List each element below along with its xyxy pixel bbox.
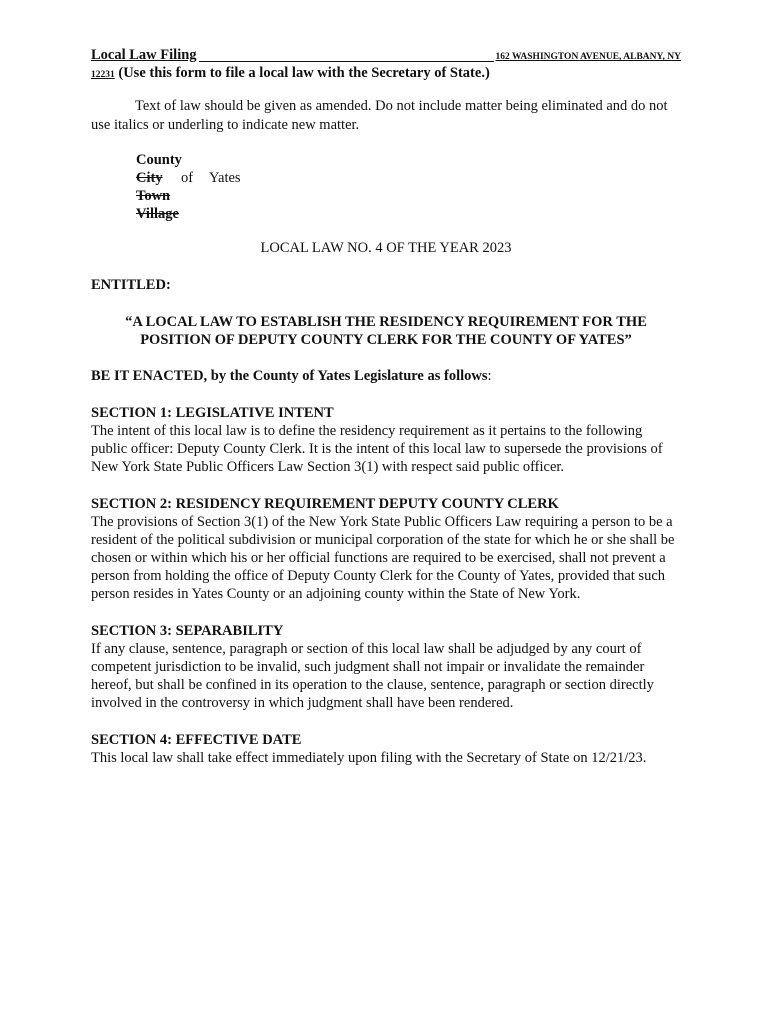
muni-type-village: Village: [136, 206, 179, 222]
muni-type-city: City: [136, 170, 163, 186]
enacting-text: BE IT ENACTED, by the County of Yates Legislature as follows: [91, 368, 488, 384]
form-header: [91, 47, 681, 65]
section-2: [91, 495, 681, 603]
muni-name: Yates: [209, 170, 241, 186]
law-number-line: LOCAL LAW NO. 4 OF THE YEAR 2023: [260, 240, 512, 256]
enacting-colon: :: [487, 368, 492, 384]
section-3: [91, 622, 681, 712]
section-heading: SECTION 3: SEPARABILITY: [91, 623, 284, 639]
form-instruction-line: [91, 65, 681, 85]
enacting-clause: [91, 368, 681, 385]
form-instruction: (Use this form to file a local law with the Secretary of State.): [118, 65, 490, 81]
muni-type-county: County: [136, 152, 182, 168]
section-heading: SECTION 1: LEGISLATIVE INTENT: [91, 405, 334, 421]
intro-paragraph: Text of law should be given as amended. Do not include matter being eliminated and do not use italics or underling to indicate new matter.: [91, 98, 668, 133]
form-title: Local Law Filing: [91, 47, 197, 63]
muni-type-town: Town: [136, 188, 171, 204]
section-1: [91, 404, 681, 476]
header-rule: [199, 60, 494, 62]
entitled-label: ENTITLED:: [91, 277, 171, 293]
section-body: The intent of this local law is to define the residency requirement as it pertains to the following public officer: Deputy County Clerk. It is the intent of this local law to supersede the provisions of New York State Public Officers Law Section 3(1) with respect said public officer.: [91, 423, 663, 475]
document-page: [91, 47, 681, 767]
section-body: The provisions of Section 3(1) of the New York State Public Officers Law requiring a person to be a resident of the political subdivision or municipal corporation of the state for which he or she shall be chosen or within which his or her official functions are required to be exercised, shall not prevent a person from holding the office of Deputy County Clerk for the County of Yates, provided that such person resides in Yates County or an adjoining county within the State of New York.: [91, 514, 675, 602]
zip-code: 12231: [91, 70, 115, 80]
section-heading: SECTION 2: RESIDENCY REQUIREMENT DEPUTY COUNTY CLERK: [91, 496, 559, 512]
municipality-block: [136, 151, 681, 223]
office-address: 162 WASHINGTON AVENUE, ALBANY, NY: [495, 52, 681, 62]
section-heading: SECTION 4: EFFECTIVE DATE: [91, 732, 302, 748]
section-body: This local law shall take effect immediately upon filing with the Secretary of State on 12/21/23.: [91, 750, 647, 766]
section-4: [91, 731, 681, 767]
law-title: “A LOCAL LAW TO ESTABLISH THE RESIDENCY REQUIREMENT FOR THE POSITION OF DEPUTY COUNTY CLERK FOR THE COUNTY OF YATES”: [125, 314, 647, 348]
muni-of: of: [181, 170, 194, 186]
section-body: If any clause, sentence, paragraph or section of this local law shall be adjudged by any court of competent jurisdiction to be invalid, such judgment shall not impair or invalidate the remainder hereof, but shall be confined in its operation to the clause, sentence, paragraph or section directly involved in the controversy in which judgment shall have been rendered.: [91, 641, 654, 711]
